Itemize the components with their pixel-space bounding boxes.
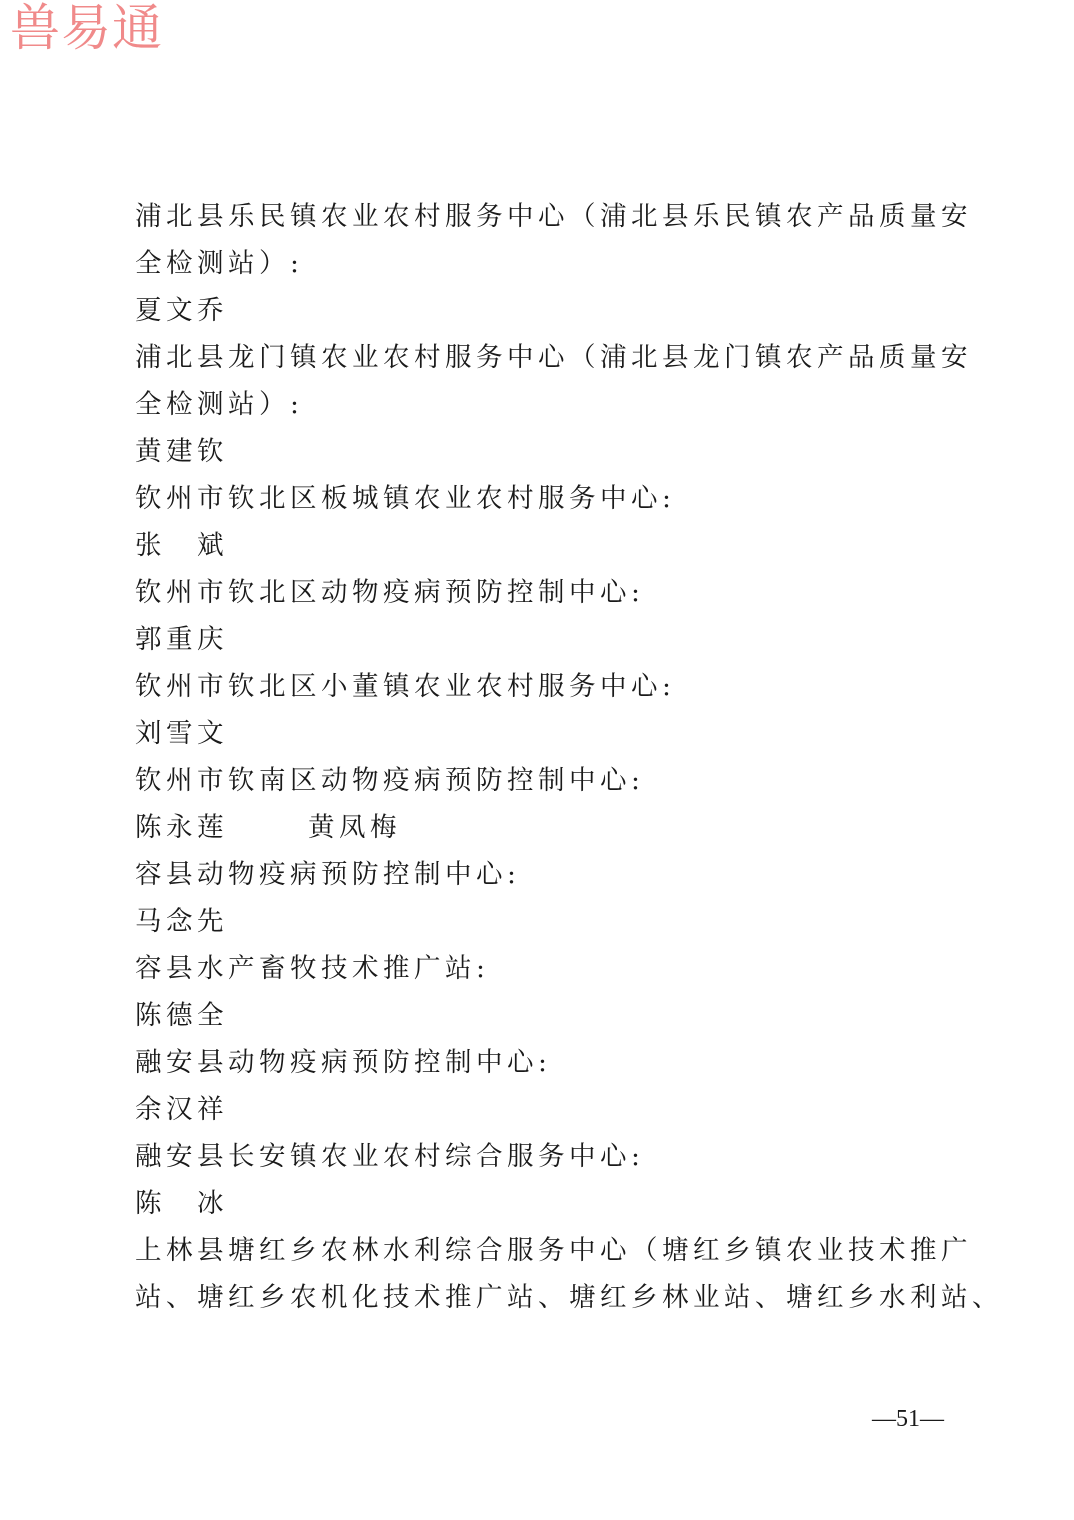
- text-line: 融安县动物疫病预防控制中心:: [135, 1047, 552, 1078]
- watermark-logo: 兽易通: [10, 0, 163, 57]
- text-line: 浦北县乐民镇农业农村服务中心（浦北县乐民镇农产品质量安: [135, 201, 972, 232]
- person-name: 余汉祥: [135, 1094, 228, 1125]
- text-line: 融安县长安镇农业农村综合服务中心:: [135, 1141, 645, 1172]
- person-name: 陈 冰: [135, 1188, 228, 1219]
- text-line: 钦州市钦北区动物疫病预防控制中心:: [135, 577, 645, 608]
- person-name: 张 斌: [135, 530, 228, 561]
- person-name: 郭重庆: [135, 624, 228, 655]
- text-line: 钦州市钦北区板城镇农业农村服务中心:: [135, 483, 676, 514]
- person-name: 黄凤梅: [308, 812, 401, 843]
- person-name: 陈永莲: [135, 812, 228, 843]
- text-line: 上林县塘红乡农林水利综合服务中心（塘红乡镇农业技术推广: [135, 1235, 972, 1266]
- person-name: 马念先: [135, 906, 228, 937]
- text-line: 全检测站）:: [135, 389, 304, 420]
- person-name: 陈德全: [135, 1000, 228, 1031]
- names-row: [135, 804, 935, 851]
- page-number: —51—: [872, 1406, 944, 1432]
- person-name: 夏文乔: [135, 295, 228, 326]
- text-line: 全检测站）:: [135, 248, 304, 279]
- text-line: 钦州市钦南区动物疫病预防控制中心:: [135, 765, 645, 796]
- person-name: 刘雪文: [135, 718, 228, 749]
- text-line: 容县水产畜牧技术推广站:: [135, 953, 490, 984]
- text-line: 浦北县龙门镇农业农村服务中心（浦北县龙门镇农产品质量安: [135, 342, 972, 373]
- text-line: 站、塘红乡农机化技术推广站、塘红乡林业站、塘红乡水利站、: [135, 1282, 1003, 1313]
- document-body: [135, 193, 1003, 1321]
- text-line: 钦州市钦北区小董镇农业农村服务中心:: [135, 671, 676, 702]
- text-line: 容县动物疫病预防控制中心:: [135, 859, 521, 890]
- person-name: 黄建钦: [135, 436, 228, 467]
